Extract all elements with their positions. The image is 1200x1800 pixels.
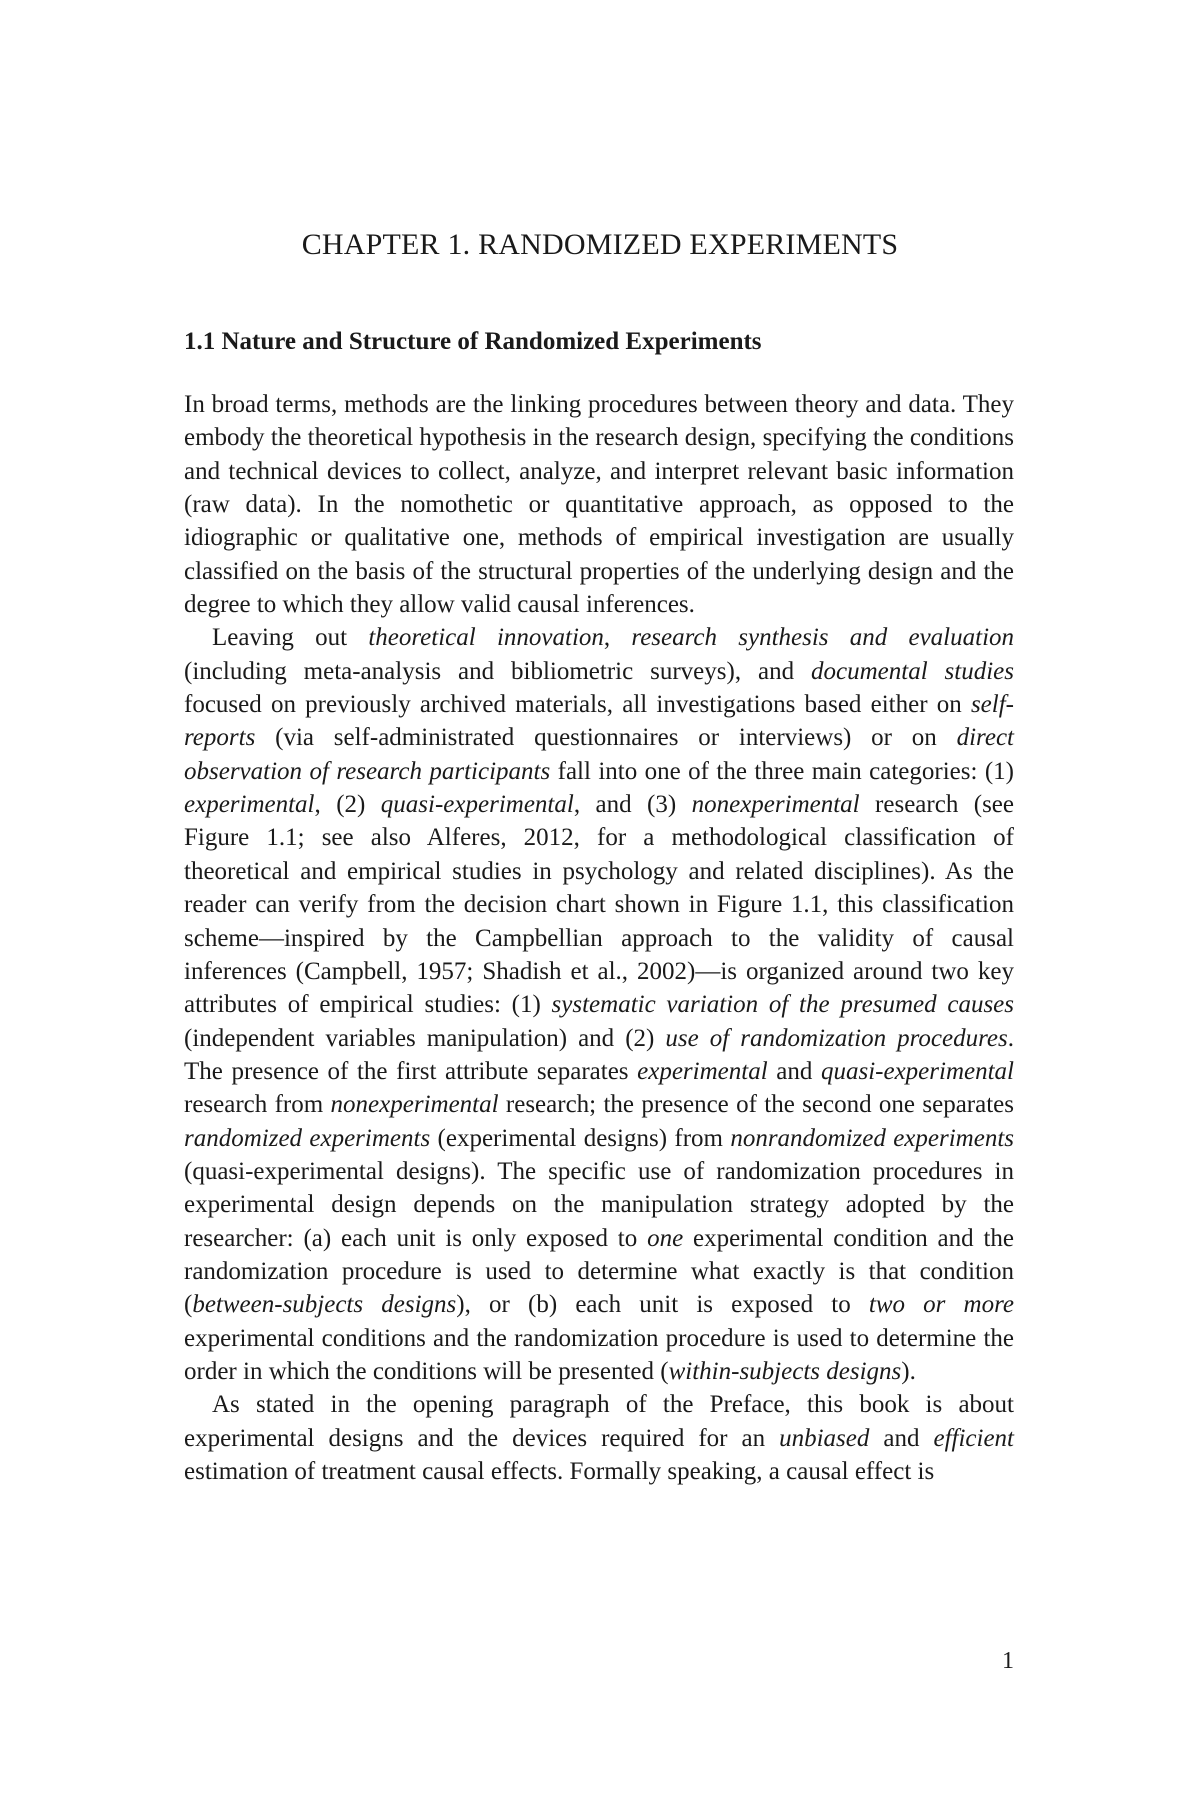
text-run: research from bbox=[184, 1091, 331, 1119]
text-run: focused on previously archived materials, all investigations based either on bbox=[184, 691, 971, 719]
italic-term: nonrandomized experiments bbox=[730, 1124, 1014, 1152]
italic-term: experimental bbox=[637, 1057, 768, 1085]
italic-term: experimental bbox=[184, 791, 315, 819]
italic-term: within-subjects designs bbox=[668, 1357, 902, 1385]
body-paragraph bbox=[184, 621, 1014, 1388]
text-run: fall into one of the three main categories: (1) bbox=[550, 757, 1014, 785]
italic-term: self-reports bbox=[184, 691, 1014, 752]
text-run: and bbox=[767, 1057, 821, 1085]
text-run: research; the presence of the second one separates bbox=[498, 1091, 1014, 1119]
italic-term: quasi-experimental bbox=[820, 1057, 1014, 1085]
text-run: , bbox=[603, 624, 632, 652]
italic-term: nonexperimental bbox=[691, 791, 860, 819]
text-run: estimation of treatment causal effects. Formally speaking, a causal effect is bbox=[184, 1458, 935, 1485]
body-paragraph bbox=[184, 1388, 1014, 1488]
italic-term: between-subjects designs bbox=[192, 1291, 457, 1319]
text-run: As stated in the opening paragraph of the Preface, this book is about experimental designs and the devices required for an bbox=[184, 1391, 1014, 1452]
text-run: Leaving out bbox=[212, 624, 369, 652]
text-run: (independent variables manipulation) and (2) bbox=[184, 1024, 666, 1052]
text-run: (experimental designs) from bbox=[430, 1124, 731, 1152]
italic-term: use of randomization procedures bbox=[665, 1024, 1008, 1052]
italic-term: documental studies bbox=[811, 657, 1014, 685]
text-run: , (2) bbox=[314, 791, 381, 819]
text-run: experimental condition and the randomization procedure is used to determine what exactly is that condition ( bbox=[184, 1224, 1014, 1319]
text-run: (quasi-experimental designs). The specific use of randomization procedures in experimental design depends on the manipulation strategy adopted by the researcher: (a) each unit is only exposed to bbox=[184, 1157, 1014, 1252]
text-run: (including meta-analysis and bibliometric surveys), and bbox=[184, 657, 811, 685]
text-run: . The presence of the first attribute separates bbox=[184, 1024, 1014, 1085]
page-number: 1 bbox=[1002, 1648, 1014, 1674]
italic-term: two or more bbox=[868, 1291, 1015, 1319]
italic-term: unbiased bbox=[779, 1424, 870, 1452]
italic-term: efficient bbox=[933, 1424, 1014, 1452]
text-run: ). bbox=[901, 1357, 916, 1385]
italic-term: one bbox=[647, 1224, 684, 1252]
italic-term: theoretical innovation bbox=[368, 624, 604, 652]
text-run: (via self-administrated questionnaires or interviews) or on bbox=[255, 724, 957, 752]
body-paragraph bbox=[184, 388, 1014, 621]
italic-term: research synthesis and evaluation bbox=[631, 624, 1015, 652]
text-run: experimental conditions and the randomization procedure is used to determine the order in which the conditions will be presented ( bbox=[184, 1324, 1014, 1385]
text-run: and bbox=[869, 1424, 934, 1452]
italic-term: direct observation of research participants bbox=[184, 724, 1014, 785]
text-run: research (see Figure 1.1; see also Alferes, 2012, for a methodological classification of theoretical and empirical studies in psychology and related disciplines). As the reader can verify from the decision chart shown in Figure 1.1, this classification scheme—inspired by the Campbellian approach to the validity of causal inferences (Campbell, 1957; Shadish et al., 2002)—is organized around two key attributes of empirical studies: (1) bbox=[184, 791, 1015, 1019]
text-run: , and (3) bbox=[573, 791, 692, 819]
italic-term: quasi-experimental bbox=[380, 791, 574, 819]
text-run: In broad terms, methods are the linking procedures between theory and data. They embody the theoretical hypothesis in the research design, specifying the conditions and technical devices to collect, analyze, and interpret relevant basic information (raw data). In the nomothetic or quantitative approach, as opposed to the idiographic or qualitative one, methods of empirical investigation are usually classified on the basis of the structural properties of the underlying design and the degree to which they allow valid causal inferences. bbox=[184, 391, 1014, 619]
chapter-title: CHAPTER 1. RANDOMIZED EXPERIMENTS bbox=[301, 228, 899, 261]
text-run: ), or (b) each unit is exposed to bbox=[456, 1291, 869, 1319]
italic-term: randomized experiments bbox=[184, 1124, 431, 1152]
italic-term: systematic variation of the presumed causes bbox=[551, 991, 1015, 1019]
body-text bbox=[184, 388, 1014, 1488]
section-heading: 1.1 Nature and Structure of Randomized Experiments bbox=[184, 328, 762, 355]
italic-term: nonexperimental bbox=[330, 1091, 499, 1119]
